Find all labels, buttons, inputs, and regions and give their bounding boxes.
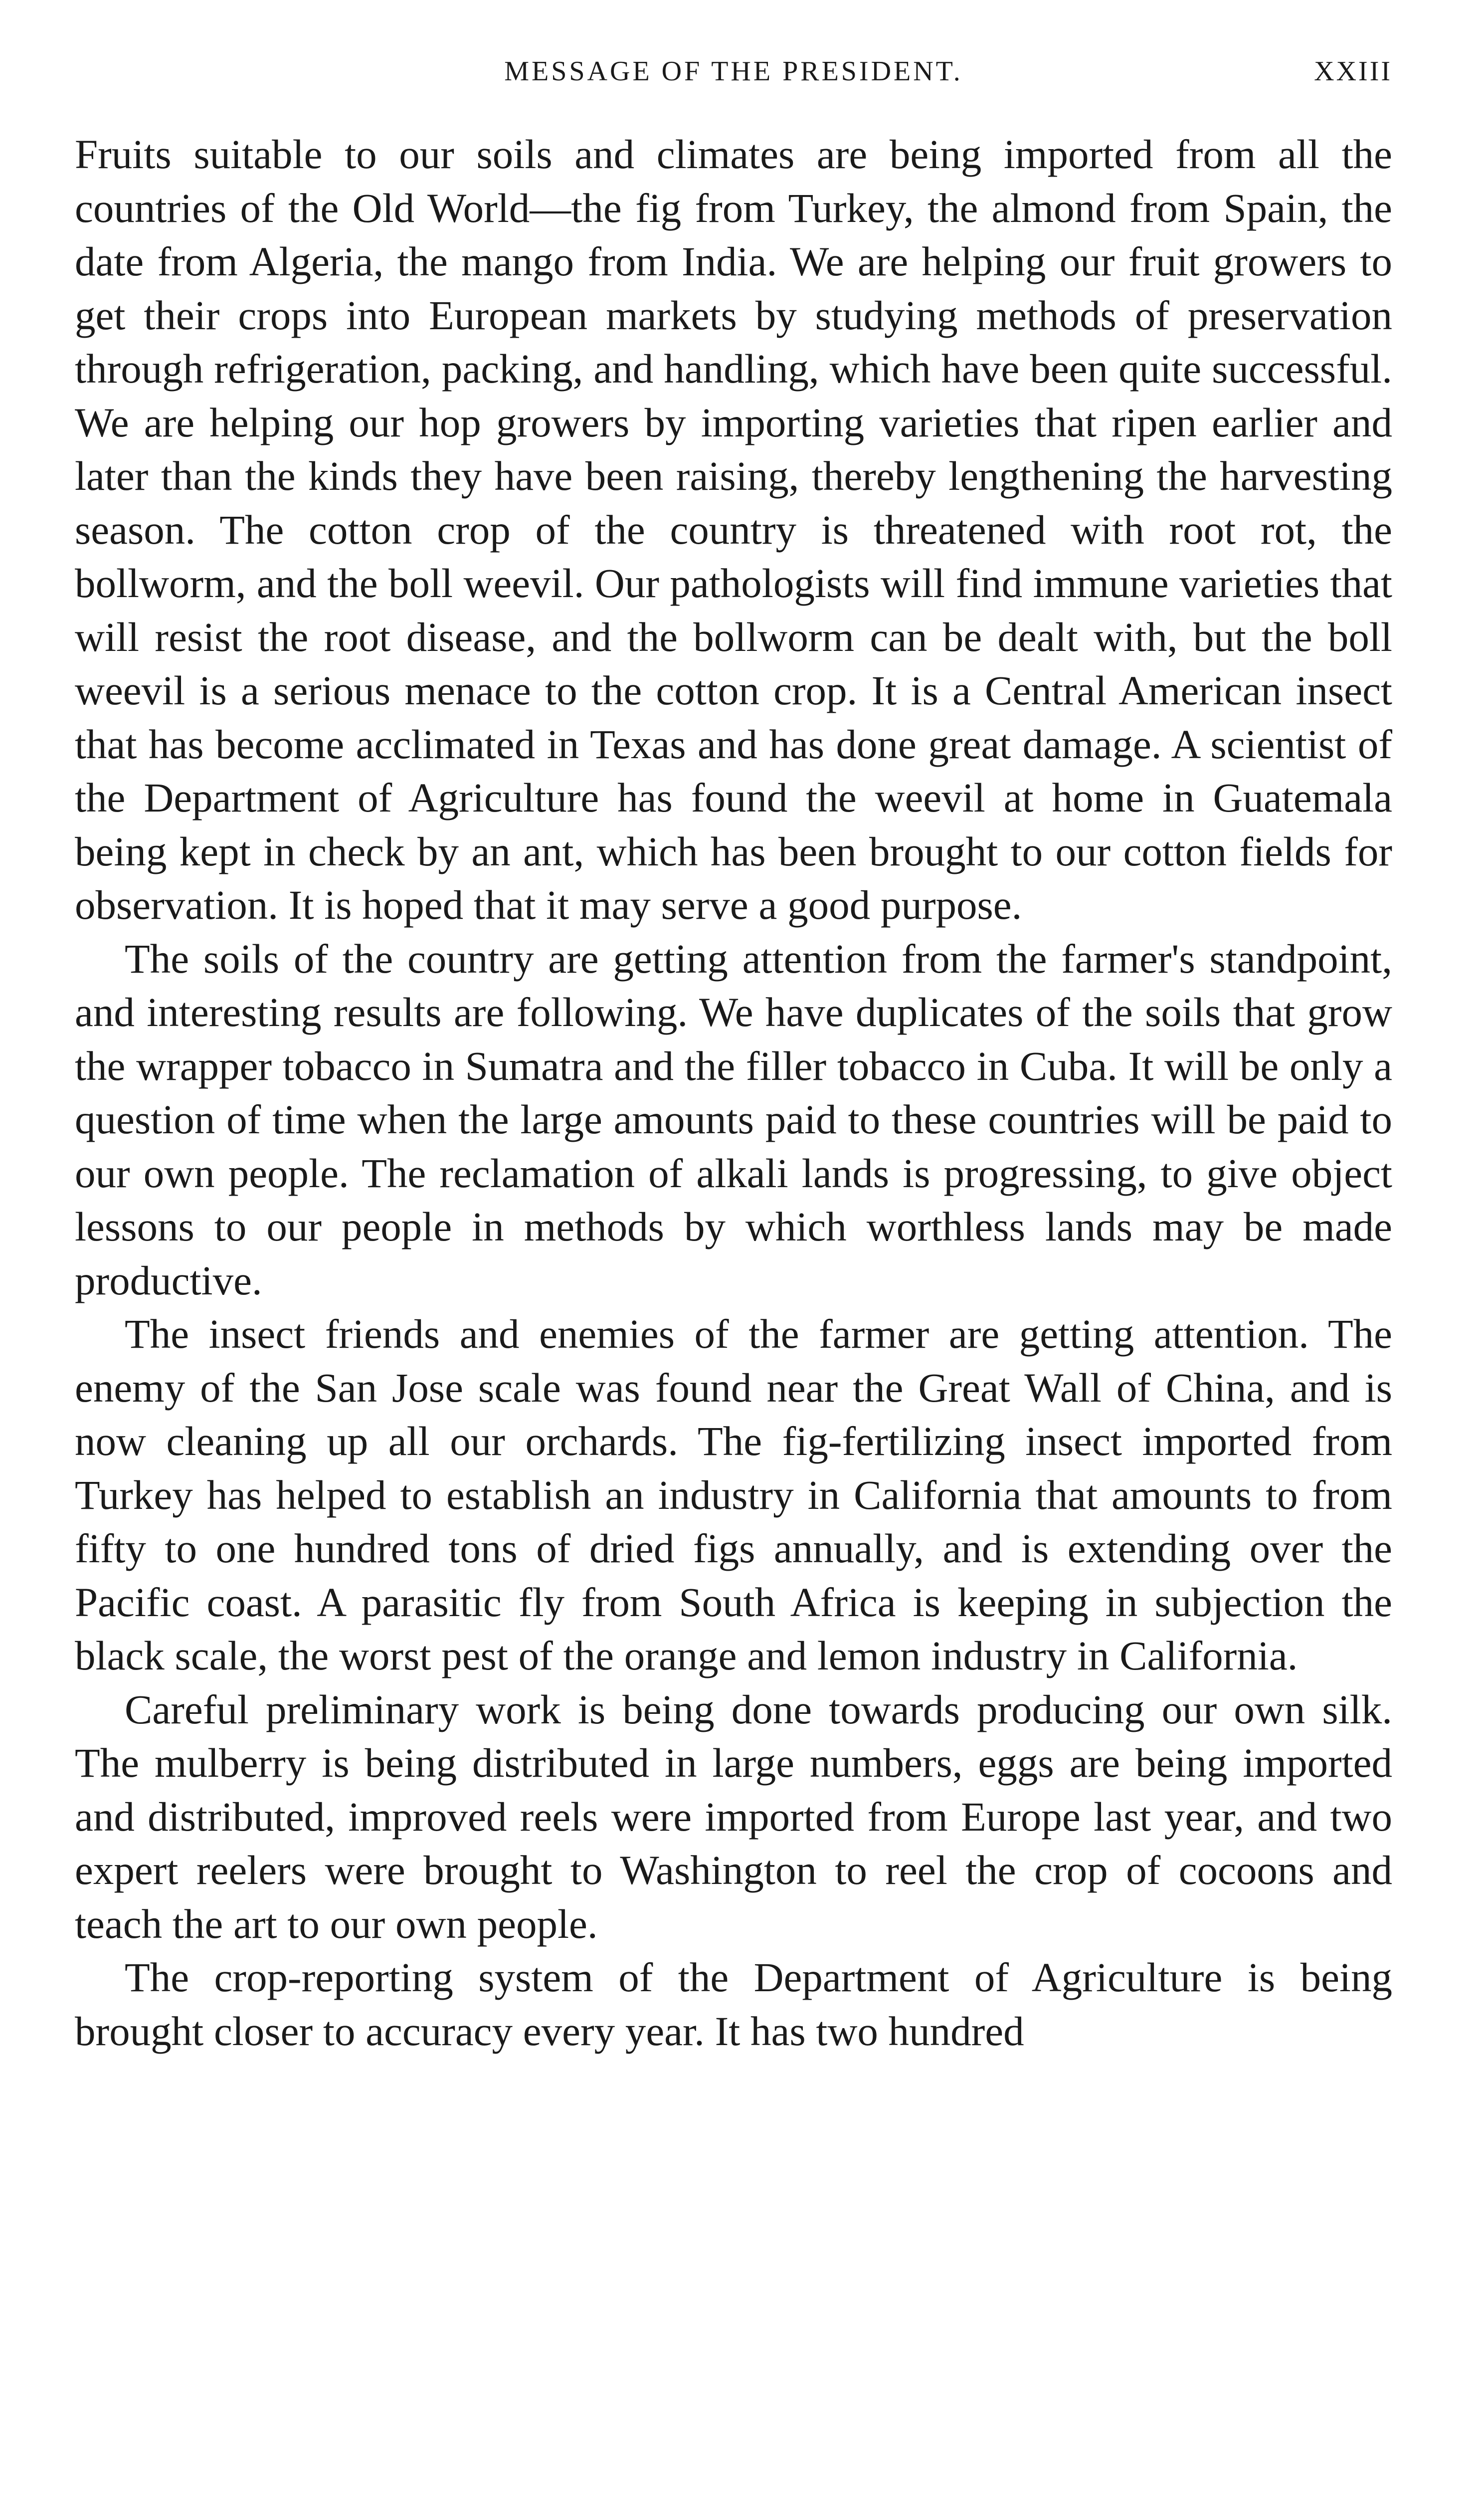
paragraph: The soils of the country are getting attention from the farmer's standpoint, and interesting results are following. We have duplicates of the soils that grow the wrapper tobacco in Sumatra and the filler tobacco in Cuba. It will be only a question of time when the large amounts paid to these countries will be paid to our own people. The reclamation of alkali lands is progressing, to give object lessons to our people in methods by which worthless lands may be made productive. xyxy=(75,935,1392,1303)
running-head xyxy=(75,49,1392,94)
paragraph: The crop-reporting system of the Department of Agriculture is being brought closer to accuracy every year. It has two hundred xyxy=(75,1954,1392,2054)
page-number: XXIII xyxy=(1314,56,1392,87)
paragraph: Careful preliminary work is being done towards producing our own silk. The mulberry is being distributed in large numbers, eggs are being imported and distributed, improved reels were imported from Europe last year, and two expert reelers were brought to Washington to reel the crop of cocoons and teach the art to our own people. xyxy=(75,1686,1392,1947)
paragraph: The insect friends and enemies of the farmer are getting attention. The enemy of the San Jose scale was found near the Great Wall of China, and is now cleaning up all our orchards. The fig-fertilizing insect imported from Turkey has helped to establish an industry in California that amounts to from fifty to one hundred tons of dried figs annually, and is extending over the Pacific coast. A parasitic fly from South Africa is keeping in subjection the black scale, the worst pest of the orange and lemon industry in California. xyxy=(75,1311,1392,1678)
paragraph: Fruits suitable to our soils and climates are being imported from all the countries of the Old World—the fig from Turkey, the almond from Spain, the date from Algeria, the mango from India. We are helping our fruit growers to get their crops into European markets by studying methods of preservation through refrigeration, packing, and handling, which have been quite successful. We are helping our hop growers by importing varieties that ripen earlier and later than the kinds they have been raising, thereby lengthening the harvesting season. The cotton crop of the country is threatened with root rot, the bollworm, and the boll weevil. Our pathologists will find immune varieties that will resist the root disease, and the bollworm can be dealt with, but the boll weevil is a serious menace to the cotton crop. It is a Central American insect that has become acclimated in Texas and has done great damage. A scientist of the Department of Agriculture has found the weevil at home in Guatemala being kept in check by an ant, which has been brought to our cotton fields for observation. It is hoped that it may serve a good purpose. xyxy=(75,131,1392,928)
body-text xyxy=(75,128,1392,2058)
running-title: MESSAGE OF THE PRESIDENT. xyxy=(504,56,963,87)
